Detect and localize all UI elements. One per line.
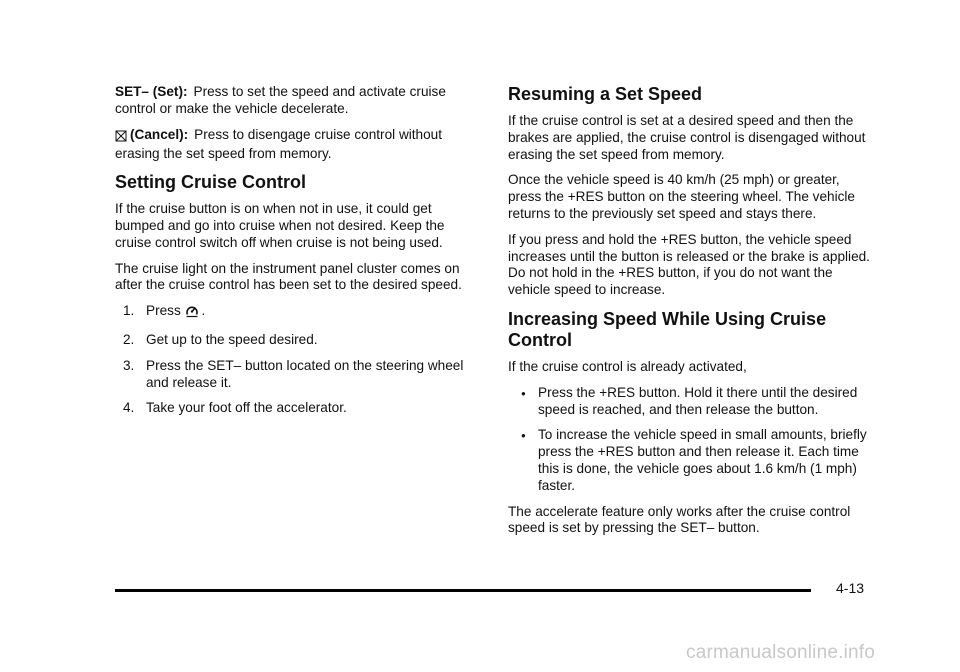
resuming-paragraph-3: If you press and hold the +RES button, the vehicle speed increases until the button is released or the brake is applied. Do not hold in the +RES button, if you do not want the vehicle speed to increase. <box>508 231 870 298</box>
list-item <box>508 385 876 419</box>
step-text: Take your foot off the accelerator. <box>146 400 347 416</box>
footer-rule <box>115 589 811 592</box>
step-number: 2. <box>123 331 135 347</box>
resuming-heading: Resuming a Set Speed <box>508 84 703 104</box>
step-item <box>115 400 475 417</box>
right-column <box>508 84 876 546</box>
set-text: Press to set the speed and activate cruise control or make the vehicle decelerate. <box>115 84 446 116</box>
setting-paragraph-1: If the cruise button is on when not in use, it could get bumped and go into cruise when not desired. Keep the cruise control switch off when cruise is not being used. <box>115 201 445 250</box>
bullet-icon: ● <box>521 431 526 441</box>
step-item <box>115 332 475 349</box>
cancel-label: (Cancel): <box>130 126 189 142</box>
set-paragraph <box>115 84 475 118</box>
increasing-heading: Increasing Speed While Using Cruise Control <box>508 308 827 350</box>
step-item <box>115 358 475 392</box>
step-item <box>115 303 475 323</box>
cancel-paragraph <box>115 127 475 164</box>
bullet-text: To increase the vehicle speed in small amounts, briefly press the +RES button and then release it. Each time this is done, the vehicle goes about 1.6 km/h (1 mph) faster. <box>538 427 867 493</box>
step-number: 1. <box>123 303 135 319</box>
step-text: Press <box>146 303 181 319</box>
step-number: 3. <box>123 357 135 373</box>
bullet-icon: ● <box>521 388 526 398</box>
setting-cruise-heading: Setting Cruise Control <box>115 172 307 193</box>
bullet-text: Press the +RES button. Hold it there until the desired speed is reached, and then release the button. <box>538 384 858 417</box>
resuming-paragraph-2: Once the vehicle speed is 40 km/h (25 mph) or greater, press the +RES button on the steering wheel. The vehicle returns to the previously set speed and stays there. <box>508 172 855 221</box>
cancel-text: Press to disengage cruise control without erasing the set speed from memory. <box>115 126 443 162</box>
accelerate-note: The accelerate feature only works after the cruise control speed is set by pressing the SET– button. <box>508 503 851 536</box>
page-number: 4-13 <box>836 580 865 596</box>
step-number: 4. <box>123 400 135 416</box>
step-suffix: . <box>201 303 206 319</box>
set-label: SET– (Set): <box>115 84 188 99</box>
list-item <box>508 427 876 494</box>
bullet-list <box>508 385 876 495</box>
watermark: carmanualsonline.info <box>686 642 876 663</box>
increasing-paragraph-1: If the cruise control is already activated, <box>508 358 747 374</box>
setting-paragraph-2: The cruise light on the instrument panel cluster comes on after the cruise control has been set to the desired speed. <box>115 260 462 293</box>
resuming-paragraph-1: If the cruise control is set at a desired speed and then the brakes are applied, the cruise control is disengaged without erasing the set speed from memory. <box>508 113 866 162</box>
left-column <box>115 84 475 426</box>
step-text: Press the SET– button located on the steering wheel and release it. <box>146 357 464 390</box>
step-text: Get up to the speed desired. <box>146 331 318 347</box>
cruise-control-icon <box>185 304 199 323</box>
cancel-icon <box>115 130 127 147</box>
steps-list <box>115 303 475 417</box>
